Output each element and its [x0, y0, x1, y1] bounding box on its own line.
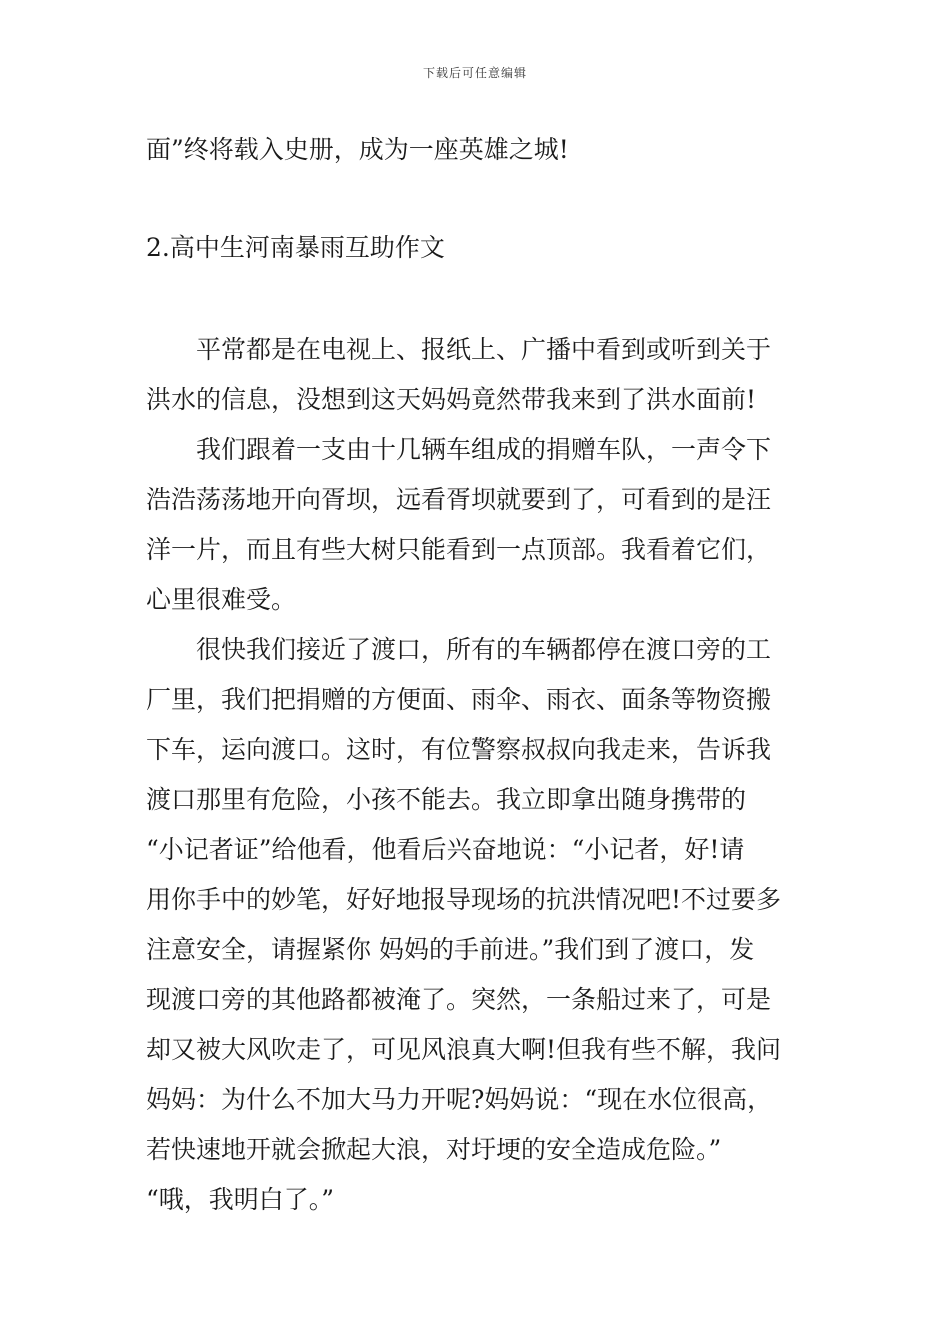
- text-line: 心里很难受。: [146, 585, 297, 614]
- text-line: 浩浩荡荡地开向胥坝，远看胥坝就要到了，可看到的是汪: [146, 485, 772, 514]
- text-line: 我们跟着一支由十几辆车组成的捐赠车队，一声令下: [146, 435, 772, 464]
- text-line: “哦，我明白了。”: [146, 1185, 335, 1214]
- text-line: 平常都是在电视上、报纸上、广播中看到或听到关于: [146, 335, 772, 364]
- text-line: 妈妈：为什么不加大马力开呢?妈妈说：“现在水位很高，: [146, 1085, 773, 1114]
- text-line: 洋一片，而且有些大树只能看到一点顶部。我看着它们，: [146, 535, 772, 564]
- text-line: 下车，运向渡口。这时，有位警察叔叔向我走来，告诉我: [146, 735, 772, 764]
- text-line: “小记者证”给他看，他看后兴奋地说：“小记者，好!请: [146, 835, 745, 864]
- text-line: 洪水的信息，没想到这天妈妈竟然带我来到了洪水面前!: [146, 385, 757, 414]
- text-line: 厂里，我们把捐赠的方便面、雨伞、雨衣、面条等物资搬: [146, 685, 772, 714]
- text-line: 面”终将载入史册，成为一座英雄之城!: [146, 135, 569, 164]
- text-line: 注意安全，请握紧你 妈妈的手前进。”我们到了渡口，发: [146, 935, 755, 964]
- text-line: 现渡口旁的其他路都被淹了。突然，一条船过来了，可是: [146, 985, 772, 1014]
- page-header: 下载后可任意编辑: [422, 66, 527, 80]
- text-line: 很快我们接近了渡口，所有的车辆都停在渡口旁的工: [146, 635, 772, 664]
- text-line: 却又被大风吹走了，可见风浪真大啊!但我有些不解，我问: [146, 1035, 782, 1064]
- section-heading: 2.高中生河南暴雨互助作文: [146, 233, 445, 262]
- text-line: 渡口那里有危险，小孩不能去。我立即拿出随身携带的: [146, 785, 747, 814]
- text-line: 若快速地开就会掀起大浪，对圩埂的安全造成危险。”: [146, 1135, 722, 1164]
- text-line: 用你手中的妙笔，好好地报导现场的抗洪情况吧!不过要多: [146, 885, 782, 914]
